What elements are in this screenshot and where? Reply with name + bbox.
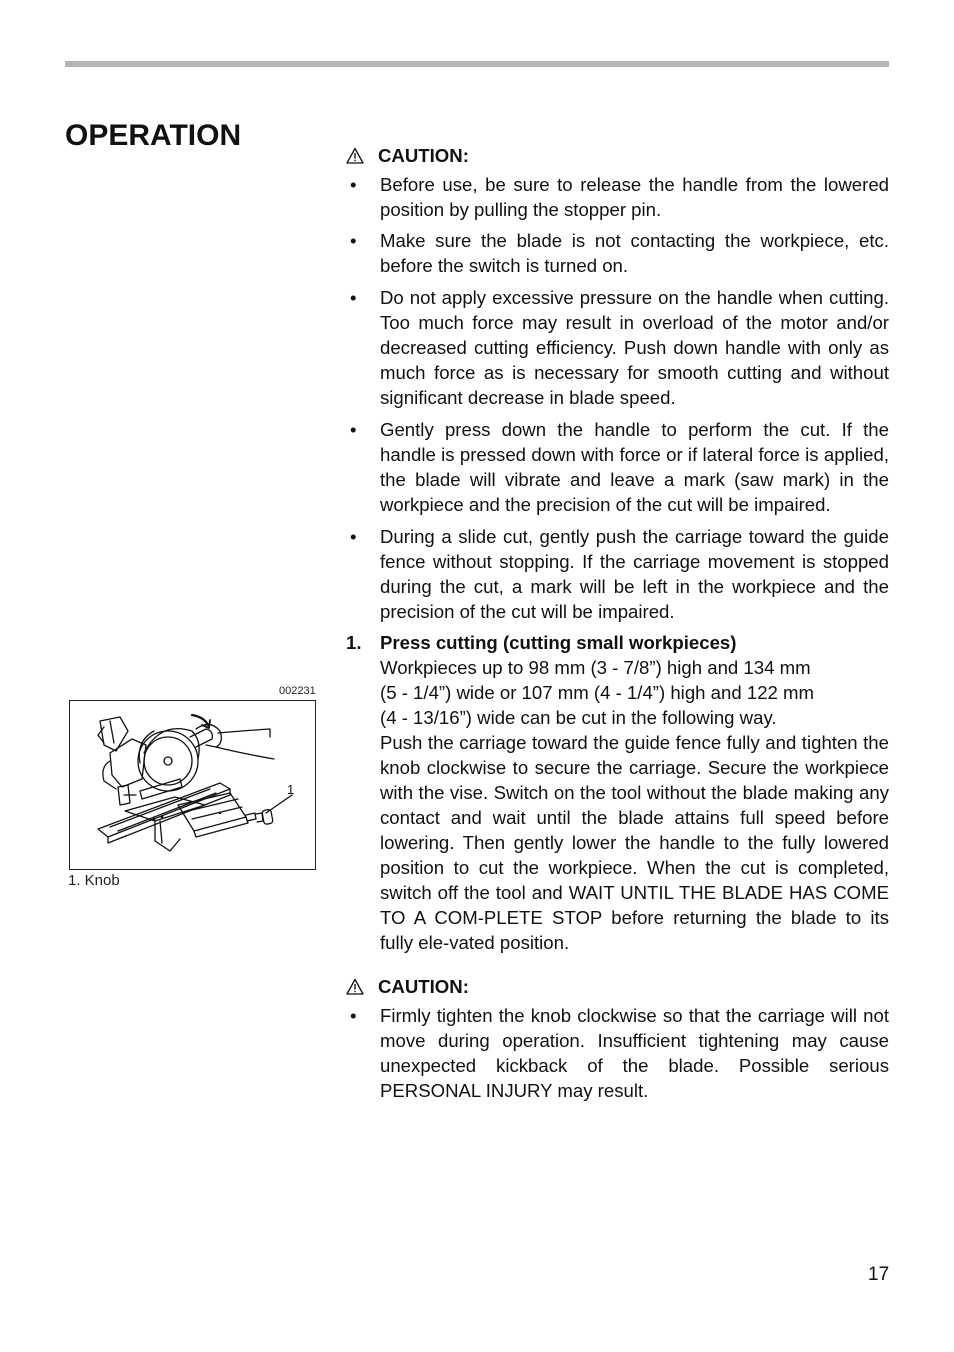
figure-callout: 1	[287, 782, 295, 797]
caution-bullet	[346, 285, 889, 410]
step-capacity-line: (5 - 1/4”) wide or 107 mm (4 - 1/4”) high and 122 mm	[380, 682, 815, 703]
warning-triangle-icon	[346, 147, 364, 165]
caution-label: CAUTION:	[378, 145, 469, 166]
step-press-cutting	[346, 630, 889, 955]
caution-bullet	[346, 228, 889, 278]
step-capacity-line: (4 - 13/16”) wide can be cut in the following way.	[380, 707, 777, 728]
step-capacity-line: Workpieces up to 98 mm (3 - 7/8”) high and 134 mm	[380, 657, 811, 678]
bullet-icon: •	[350, 526, 357, 547]
miter-saw-illustration	[69, 700, 316, 870]
main-content	[346, 143, 889, 1103]
caution-bullet	[346, 1003, 889, 1103]
caution-bullet-text: During a slide cut, gently push the carriage toward the guide fence without stopping. If the carriage movement is stopped during the cut, a mark will be left in the workpiece and the precision of the cut will be impaired.	[380, 526, 889, 622]
bullet-icon: •	[350, 287, 357, 308]
bullet-icon: •	[350, 230, 357, 251]
step-number: 1.	[346, 632, 362, 653]
caution-bullet-text: Gently press down the handle to perform the cut. If the handle is pressed down with force or if lateral force is applied, the blade will vibrate and leave a mark (saw mark) in the workpiece and the precision of the cut will be impaired.	[380, 419, 889, 515]
figure-code: 002231	[279, 685, 316, 697]
bullet-icon: •	[350, 419, 357, 440]
step-heading: Press cutting (cutting small workpieces)	[380, 632, 737, 653]
caution-bullet	[346, 524, 889, 624]
bullet-icon: •	[350, 174, 357, 195]
caution-bullet-text: Do not apply excessive pressure on the handle when cutting. Too much force may result in overload of the motor and/or decreased cutting efficiency. Push down handle with only as much force as is necessary for smooth cutting and without significant decrease in blade speed.	[380, 287, 889, 408]
caution-bullet-text: Make sure the blade is not contacting the workpiece, etc. before the switch is turned on.	[380, 230, 889, 276]
top-rule	[65, 61, 889, 67]
caution-bullet	[346, 417, 889, 517]
caution-bullet-text: Before use, be sure to release the handle from the lowered position by pulling the stopper pin.	[380, 174, 889, 220]
bullet-icon: •	[350, 1005, 357, 1026]
caution-bullet	[346, 172, 889, 222]
page-number: 17	[868, 1264, 890, 1285]
caution-heading	[346, 143, 889, 168]
caution-heading	[346, 974, 889, 999]
miter-saw-drawing	[70, 701, 315, 869]
figure-caption: 1. Knob	[68, 872, 120, 889]
section-title: OPERATION	[65, 119, 242, 152]
caution-bullet-text: Firmly tighten the knob clockwise so that the carriage will not move during operation. Insufficient tightening may cause unexpected kickback of the blade. Possible serious PERSONAL INJURY may result.	[380, 1005, 889, 1101]
step-paragraph: Push the carriage toward the guide fence fully and tighten the knob clockwise to secure the carriage. Secure the workpiece with the vise. Switch on the tool without the blade making any contact and wait until the blade attains full speed before lowering. Then gently lower the handle to the fully lowered position to cut the workpiece. When the cut is completed, switch off the tool and WAIT UNTIL THE BLADE HAS COME TO A COM-PLETE STOP before returning the blade to its fully ele-vated position.	[380, 732, 889, 953]
caution-label: CAUTION:	[378, 976, 469, 997]
warning-triangle-icon	[346, 978, 364, 996]
